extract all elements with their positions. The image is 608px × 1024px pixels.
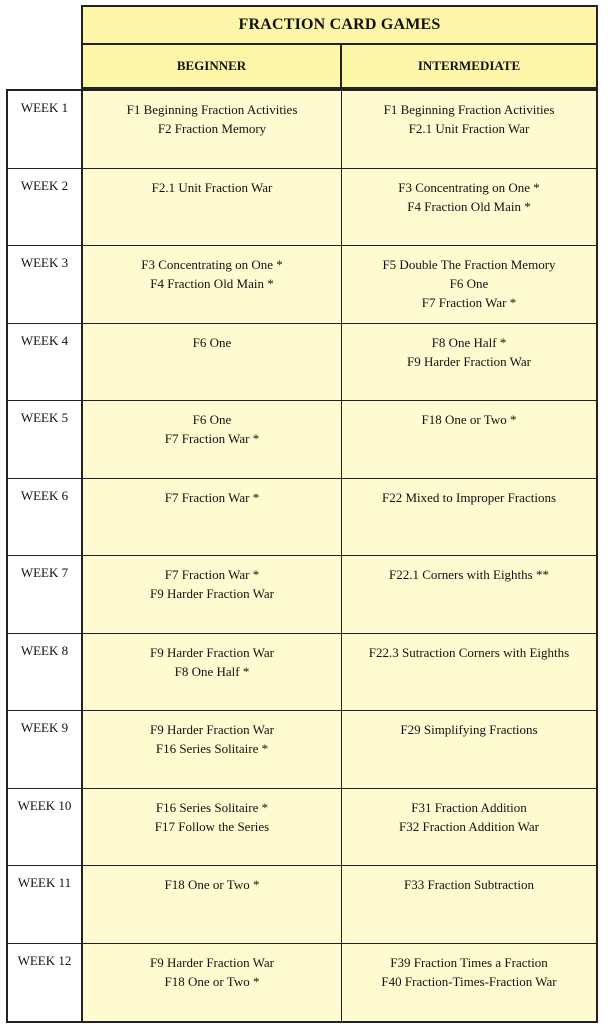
table-row xyxy=(8,866,596,944)
beginner-cell: F9 Harder Fraction War F8 One Half * xyxy=(83,634,342,711)
beginner-cell: F3 Concentrating on One * F4 Fraction Old Main * xyxy=(83,246,342,323)
fraction-games-table xyxy=(6,5,602,1017)
week-label: WEEK 6 xyxy=(8,479,83,556)
table-row xyxy=(8,944,596,1022)
beginner-cell: F2.1 Unit Fraction War xyxy=(83,169,342,246)
week-label: WEEK 4 xyxy=(8,324,83,401)
intermediate-cell: F39 Fraction Times a Fraction F40 Fraction-Times-Fraction War xyxy=(342,944,596,1022)
week-label: WEEK 7 xyxy=(8,556,83,633)
week-label: WEEK 11 xyxy=(8,866,83,943)
table-title: FRACTION CARD GAMES xyxy=(81,5,598,45)
table-body xyxy=(6,89,598,1023)
table-row xyxy=(8,169,596,247)
intermediate-cell: F1 Beginning Fraction Activities F2.1 Unit Fraction War xyxy=(342,91,596,168)
beginner-cell: F7 Fraction War * F9 Harder Fraction War xyxy=(83,556,342,633)
week-label: WEEK 3 xyxy=(8,246,83,323)
intermediate-cell: F22 Mixed to Improper Fractions xyxy=(342,479,596,556)
table-row xyxy=(8,479,596,557)
week-label: WEEK 9 xyxy=(8,711,83,788)
intermediate-cell: F8 One Half * F9 Harder Fraction War xyxy=(342,324,596,401)
table-row xyxy=(8,401,596,479)
table-row xyxy=(8,789,596,867)
week-label: WEEK 2 xyxy=(8,169,83,246)
intermediate-cell: F5 Double The Fraction Memory F6 One F7 Fraction War * xyxy=(342,246,596,323)
table-row xyxy=(8,324,596,402)
table-row xyxy=(8,711,596,789)
beginner-cell: F1 Beginning Fraction Activities F2 Fraction Memory xyxy=(83,91,342,168)
beginner-cell: F16 Series Solitaire * F17 Follow the Series xyxy=(83,789,342,866)
beginner-cell: F9 Harder Fraction War F16 Series Solitaire * xyxy=(83,711,342,788)
beginner-cell: F9 Harder Fraction War F18 One or Two * xyxy=(83,944,342,1022)
intermediate-cell: F22.3 Sutraction Corners with Eighths xyxy=(342,634,596,711)
column-header-beginner: BEGINNER xyxy=(81,45,342,89)
week-label: WEEK 1 xyxy=(8,91,83,168)
table-row xyxy=(8,91,596,169)
intermediate-cell: F18 One or Two * xyxy=(342,401,596,478)
table-row xyxy=(8,634,596,712)
beginner-cell: F7 Fraction War * xyxy=(83,479,342,556)
week-label: WEEK 10 xyxy=(8,789,83,866)
week-label: WEEK 12 xyxy=(8,944,83,1022)
week-label: WEEK 5 xyxy=(8,401,83,478)
beginner-cell: F18 One or Two * xyxy=(83,866,342,943)
table-row xyxy=(8,246,596,324)
intermediate-cell: F3 Concentrating on One * F4 Fraction Old Main * xyxy=(342,169,596,246)
column-header-intermediate: INTERMEDIATE xyxy=(340,45,598,89)
intermediate-cell: F31 Fraction Addition F32 Fraction Addition War xyxy=(342,789,596,866)
table-row xyxy=(8,556,596,634)
beginner-cell: F6 One xyxy=(83,324,342,401)
week-label: WEEK 8 xyxy=(8,634,83,711)
beginner-cell: F6 One F7 Fraction War * xyxy=(83,401,342,478)
intermediate-cell: F33 Fraction Subtraction xyxy=(342,866,596,943)
intermediate-cell: F29 Simplifying Fractions xyxy=(342,711,596,788)
intermediate-cell: F22.1 Corners with Eighths ** xyxy=(342,556,596,633)
